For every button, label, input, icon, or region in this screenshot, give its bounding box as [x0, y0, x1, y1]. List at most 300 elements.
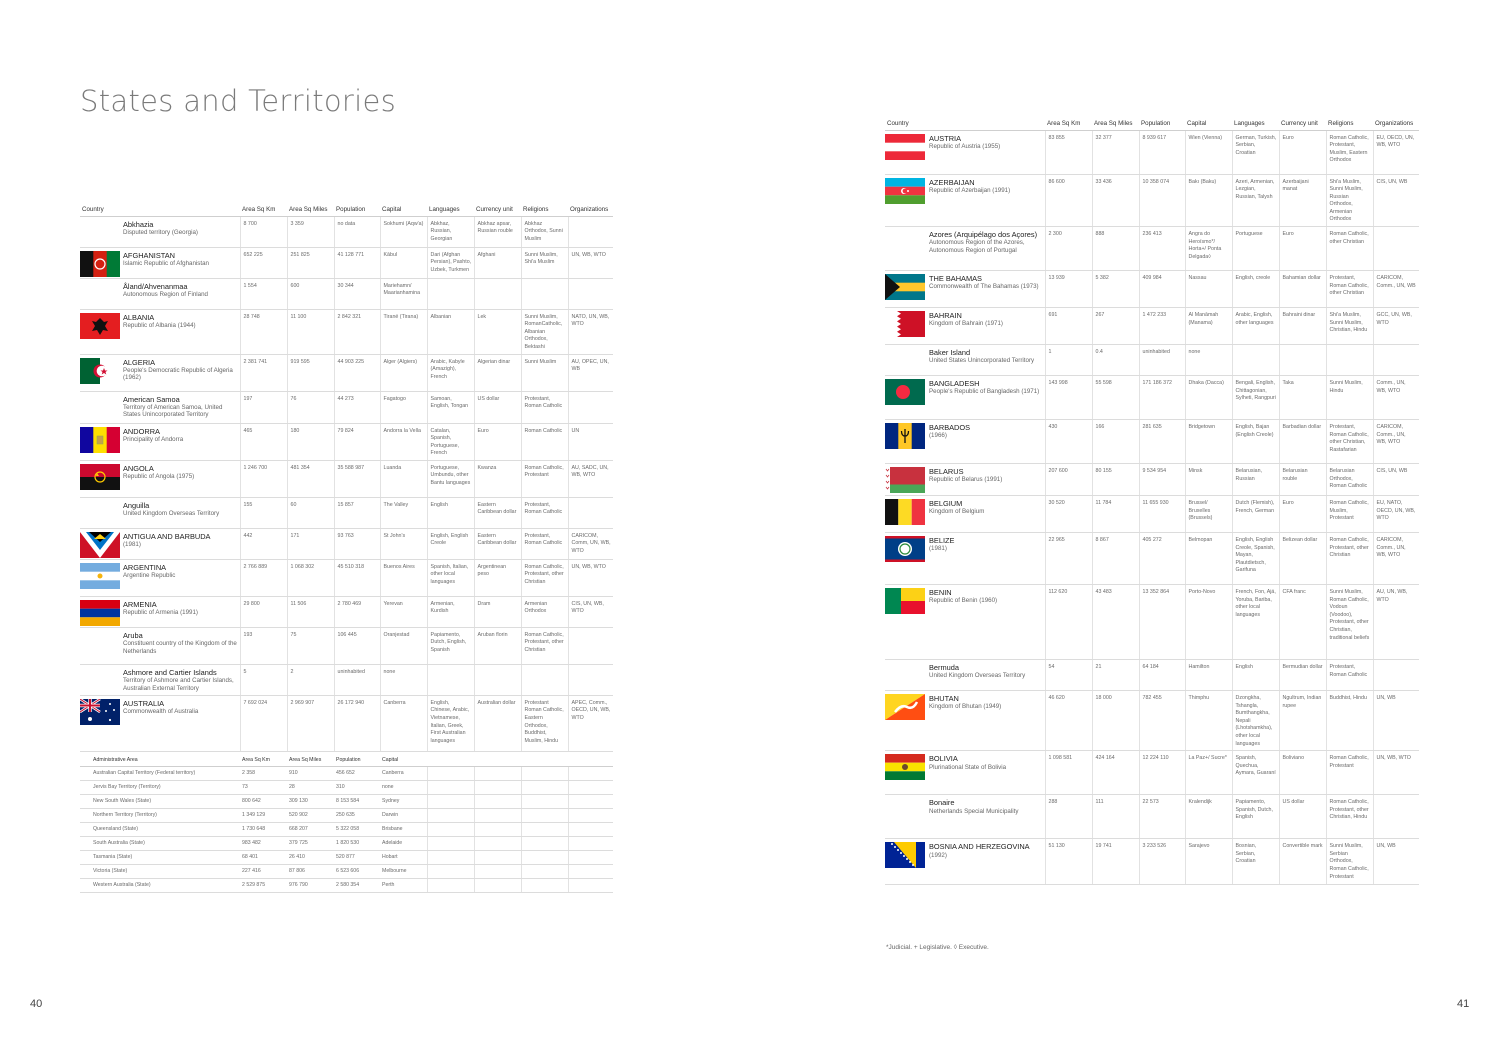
- area-sq-km-cell: 1 349 129: [240, 808, 287, 822]
- left-header-7: Religions: [521, 202, 568, 216]
- left-header-1: Area Sq Km: [240, 202, 287, 216]
- languages-cell: English, English Creole: [427, 528, 474, 559]
- capital-cell: Luanda: [380, 460, 427, 497]
- empty-cell: [521, 766, 568, 780]
- currency-cell: Eastern Caribbean dollar: [474, 497, 521, 528]
- flag-bahamas-icon: [885, 274, 925, 300]
- country-description: Territory of Ashmore and Cartier Islands, Australian External Territory: [123, 677, 234, 692]
- population-cell: 15 857: [334, 497, 380, 528]
- population-cell: 9 534 954: [1139, 464, 1185, 496]
- religions-cell: Shi'a Muslim, Sunni Muslim, Christian, Hindu: [1326, 308, 1373, 345]
- organizations-cell: [568, 278, 613, 309]
- population-cell: uninhabited: [334, 664, 380, 695]
- flag-algeria-icon: [80, 358, 120, 384]
- currency-cell: Bahraini dinar: [1279, 308, 1326, 345]
- empty-cell: [427, 836, 474, 850]
- organizations-cell: GCC, UN, WB, WTO: [1373, 308, 1419, 345]
- population-cell: 405 272: [1139, 533, 1185, 585]
- area-sq-miles-cell: 668 207: [287, 822, 334, 836]
- religions-cell: Abkhaz Orthodox, Sunni Muslim: [521, 216, 568, 247]
- population-cell: 171 186 372: [1139, 376, 1185, 420]
- capital-cell: Al Manāmah (Manama): [1185, 308, 1232, 345]
- flag-argentina-icon: [80, 563, 120, 589]
- flag-antigua-icon: [80, 532, 120, 558]
- country-row: [80, 247, 613, 278]
- empty-cell: [568, 808, 613, 822]
- population-cell: 44 903 225: [334, 354, 380, 391]
- admin-area-cell: New South Wales (State): [80, 794, 240, 808]
- area-sq-km-cell: 86 600: [1045, 174, 1092, 227]
- right-header-8: Organizations: [1373, 116, 1419, 130]
- capital-cell: Alger (Algiers): [380, 354, 427, 391]
- capital-cell: Belmopan: [1185, 533, 1232, 585]
- country-name: THE BAHAMAS: [929, 274, 982, 284]
- capital-cell: Darwin: [380, 808, 427, 822]
- empty-cell: [521, 808, 568, 822]
- currency-cell: US dollar: [474, 391, 521, 423]
- page-number-left: 40: [30, 998, 43, 1010]
- languages-cell: Belarusian, Russian: [1232, 464, 1279, 496]
- flag-belgium-icon: [885, 499, 925, 525]
- organizations-cell: [568, 497, 613, 528]
- capital-cell: Sokhumi (Aqw'a): [380, 216, 427, 247]
- empty-cell: [568, 766, 613, 780]
- religions-cell: Protestant, Roman Catholic, other Christian, Rastafarian: [1326, 420, 1373, 464]
- country-name-cell: [927, 751, 1045, 795]
- country-name: Bonaire: [929, 798, 955, 808]
- flag-cell: [80, 216, 121, 247]
- country-description: (1981): [123, 541, 141, 549]
- flag-cell: [80, 664, 121, 695]
- organizations-cell: UN, WB: [1373, 839, 1419, 885]
- country-description: Republic of Austria (1955): [929, 142, 1001, 150]
- empty-cell: [474, 766, 521, 780]
- empty-cell: [568, 864, 613, 878]
- country-description: Kingdom of Bahrain (1971): [929, 320, 1003, 328]
- population-cell: 13 352 864: [1139, 585, 1185, 660]
- admin-row: [80, 780, 613, 794]
- country-name: BAHRAIN: [929, 311, 962, 321]
- area-sq-miles-cell: 5 382: [1092, 271, 1139, 308]
- flag-cell: [885, 464, 927, 496]
- country-row: [885, 795, 1419, 839]
- empty-cell: [474, 794, 521, 808]
- flag-cell: [80, 528, 121, 559]
- country-name: BELARUS: [929, 467, 964, 477]
- country-description: Autonomous Region of Finland: [123, 290, 208, 298]
- religions-cell: Protestant, Roman Catholic: [1326, 660, 1373, 691]
- languages-cell: English: [427, 497, 474, 528]
- religions-cell: Protestant Roman Catholic, Eastern Orthodox, Buddhist, Muslim, Hindu: [521, 695, 568, 751]
- country-name-cell: [927, 839, 1045, 885]
- country-row: [885, 751, 1419, 795]
- languages-cell: Dutch (Flemish), French, German: [1232, 496, 1279, 533]
- country-name: BHUTAN: [929, 694, 959, 704]
- population-cell: 250 635: [334, 808, 380, 822]
- country-row: [80, 497, 613, 528]
- right-header-3: Population: [1139, 116, 1185, 130]
- currency-cell: Lek: [474, 309, 521, 354]
- admin-area-cell: Australian Capital Territory (Federal territory): [80, 766, 240, 780]
- empty-cell: [568, 836, 613, 850]
- country-name-cell: [121, 423, 240, 460]
- country-name: ARMENIA: [123, 599, 157, 609]
- currency-cell: Euro: [474, 423, 521, 460]
- country-description: (1966): [929, 432, 947, 440]
- religions-cell: Roman Catholic, Protestant, other Christian: [1326, 533, 1373, 585]
- area-sq-miles-cell: 11 506: [287, 596, 334, 627]
- population-cell: 456 652: [334, 766, 380, 780]
- area-sq-km-cell: 2 300: [1045, 227, 1092, 271]
- admin-row: [80, 836, 613, 850]
- currency-cell: Barbadian dollar: [1279, 420, 1326, 464]
- country-row: [80, 664, 613, 695]
- country-row: [80, 528, 613, 559]
- population-cell: 8 939 617: [1139, 130, 1185, 174]
- empty-cell: [568, 850, 613, 864]
- admin-header-1: Area Sq Km: [240, 752, 287, 766]
- flag-angola-icon: [80, 464, 120, 490]
- right-header-1: Area Sq Km: [1045, 116, 1092, 130]
- right-header-5: Languages: [1232, 116, 1279, 130]
- population-cell: 236 413: [1139, 227, 1185, 271]
- currency-cell: Algerian dinar: [474, 354, 521, 391]
- country-name-cell: [927, 174, 1045, 227]
- religions-cell: Roman Catholic, Protestant: [1326, 751, 1373, 795]
- country-name: BARBADOS: [929, 423, 971, 433]
- currency-cell: Eastern Caribbean dollar: [474, 528, 521, 559]
- country-row: [885, 376, 1419, 420]
- religions-cell: Sunni Muslim, RomanCatholic, Albanian Orthodox, Bektashi: [521, 309, 568, 354]
- currency-cell: Abkhaz apsar, Russian rouble: [474, 216, 521, 247]
- area-sq-miles-cell: 171: [287, 528, 334, 559]
- organizations-cell: [1373, 227, 1419, 271]
- area-sq-km-cell: 1 246 700: [240, 460, 287, 497]
- area-sq-km-cell: 28 748: [240, 309, 287, 354]
- left-country-table: [80, 202, 613, 752]
- country-name-cell: [121, 664, 240, 695]
- country-row: [80, 354, 613, 391]
- organizations-cell: CARICOM, Comm., UN, WB: [1373, 271, 1419, 308]
- flag-cell: [885, 585, 927, 660]
- country-description: Republic of Belarus (1991): [929, 476, 1003, 484]
- organizations-cell: [1373, 345, 1419, 376]
- area-sq-miles-cell: 55 598: [1092, 376, 1139, 420]
- capital-cell: Canberra: [380, 766, 427, 780]
- area-sq-miles-cell: 80 155: [1092, 464, 1139, 496]
- religions-cell: Roman Catholic, Protestant, other Christian: [521, 627, 568, 664]
- religions-cell: Sunni Muslim, Shi'a Muslim: [521, 247, 568, 278]
- currency-cell: Ngultrum, Indian rupee: [1279, 691, 1326, 751]
- population-cell: 106 445: [334, 627, 380, 664]
- country-description: Territory of American Samoa, United States Unincorporated Territory: [123, 403, 223, 419]
- capital-cell: Porto-Novo: [1185, 585, 1232, 660]
- languages-cell: [427, 278, 474, 309]
- population-cell: uninhabited: [1139, 345, 1185, 376]
- country-name-cell: [121, 278, 240, 309]
- religions-cell: Roman Catholic, Protestant, other Christian, Hindu: [1326, 795, 1373, 839]
- population-cell: no data: [334, 216, 380, 247]
- area-sq-miles-cell: 28: [287, 780, 334, 794]
- area-sq-km-cell: 5: [240, 664, 287, 695]
- organizations-cell: AU, SADC, UN, WB, WTO: [568, 460, 613, 497]
- religions-cell: Armenian Orthodox: [521, 596, 568, 627]
- capital-cell: La Paz+/ Sucre*: [1185, 751, 1232, 795]
- country-description: Commonwealth of The Bahamas (1973): [929, 283, 1039, 291]
- flag-bahrain-icon: [885, 311, 925, 337]
- population-cell: 22 573: [1139, 795, 1185, 839]
- currency-cell: Argentinean peso: [474, 559, 521, 596]
- currency-cell: [474, 278, 521, 309]
- capital-cell: none: [1185, 345, 1232, 376]
- organizations-cell: [1373, 795, 1419, 839]
- country-row: [80, 309, 613, 354]
- empty-cell: [568, 780, 613, 794]
- languages-cell: English: [1232, 660, 1279, 691]
- area-sq-km-cell: 68 401: [240, 850, 287, 864]
- area-sq-km-cell: 1: [1045, 345, 1092, 376]
- country-description: Republic of Albania (1944): [123, 321, 196, 329]
- admin-area-table: [80, 752, 613, 893]
- page-number-right: 41: [1457, 998, 1470, 1010]
- empty-cell: [427, 780, 474, 794]
- currency-cell: Dram: [474, 596, 521, 627]
- country-row: [885, 130, 1419, 174]
- organizations-cell: [568, 216, 613, 247]
- population-cell: 30 344: [334, 278, 380, 309]
- languages-cell: Albanian: [427, 309, 474, 354]
- area-sq-km-cell: 46 620: [1045, 691, 1092, 751]
- capital-cell: Hobart: [380, 850, 427, 864]
- population-cell: 41 128 771: [334, 247, 380, 278]
- religions-cell: [521, 664, 568, 695]
- currency-cell: [1279, 345, 1326, 376]
- area-sq-km-cell: 13 939: [1045, 271, 1092, 308]
- flag-belarus-icon: [885, 467, 925, 493]
- area-sq-km-cell: 1 730 648: [240, 822, 287, 836]
- country-description: Commonwealth of Australia: [123, 708, 199, 716]
- languages-cell: [427, 664, 474, 695]
- flag-cell: [885, 660, 927, 691]
- languages-cell: Samoan, English, Tongan: [427, 391, 474, 423]
- country-row: [885, 533, 1419, 585]
- country-row: [885, 691, 1419, 751]
- organizations-cell: CIS, UN, WB: [1373, 174, 1419, 227]
- country-name: AFGHANISTAN: [123, 250, 176, 260]
- area-sq-km-cell: 155: [240, 497, 287, 528]
- admin-row: [80, 850, 613, 864]
- empty-cell: [474, 808, 521, 822]
- languages-cell: Dzongkha, Tshangla, Bumthangkha, Nepali (Lhotshamkha), other local languages: [1232, 691, 1279, 751]
- capital-cell: Thimphu: [1185, 691, 1232, 751]
- currency-cell: Convertible mark: [1279, 839, 1326, 885]
- right-header-7: Religions: [1326, 116, 1373, 130]
- capital-cell: Tiranë (Tirana): [380, 309, 427, 354]
- country-name-cell: [927, 660, 1045, 691]
- area-sq-miles-cell: 1 068 302: [287, 559, 334, 596]
- country-row: [80, 627, 613, 664]
- flag-albania-icon: [80, 313, 120, 339]
- organizations-cell: UN, WB, WTO: [568, 559, 613, 596]
- languages-cell: Catalan, Spanish, Portuguese, French: [427, 423, 474, 460]
- languages-cell: Bengali, English, Chittagonian, Sylheti, Rangpuri: [1232, 376, 1279, 420]
- admin-header-3: Population: [334, 752, 380, 766]
- population-cell: 35 588 987: [334, 460, 380, 497]
- currency-cell: Belizean dollar: [1279, 533, 1326, 585]
- country-name: Åland/Ahvenanmaa: [123, 281, 188, 291]
- area-sq-miles-cell: 43 483: [1092, 585, 1139, 660]
- organizations-cell: CARICOM, Comm., UN, WB, WTO: [1373, 420, 1419, 464]
- footnote: *Judicial. + Legislative. ◊ Executive.: [886, 944, 989, 951]
- country-description: Republic of Benin (1960): [929, 597, 998, 605]
- country-name-cell: [927, 585, 1045, 660]
- country-name: AZERBAIJAN: [929, 177, 975, 187]
- languages-cell: Armenian, Kurdish: [427, 596, 474, 627]
- capital-cell: Andorra la Vella: [380, 423, 427, 460]
- population-cell: 45 510 318: [334, 559, 380, 596]
- area-sq-miles-cell: 3 359: [287, 216, 334, 247]
- country-row: [885, 174, 1419, 227]
- country-name-cell: [927, 464, 1045, 496]
- country-description: Principality of Andorra: [123, 435, 184, 443]
- flag-cell: [885, 376, 927, 420]
- organizations-cell: CIS, UN, WB: [1373, 464, 1419, 496]
- area-sq-km-cell: 652 225: [240, 247, 287, 278]
- languages-cell: English, Chinese, Arabic, Vietnamese, Italian, Greek, First Australian languages: [427, 695, 474, 751]
- capital-cell: Melbourne: [380, 864, 427, 878]
- country-row: [885, 839, 1419, 885]
- country-name-cell: [121, 216, 240, 247]
- languages-cell: Bosnian, Serbian, Croatian: [1232, 839, 1279, 885]
- admin-row: [80, 822, 613, 836]
- area-sq-km-cell: 22 965: [1045, 533, 1092, 585]
- currency-cell: Boliviano: [1279, 751, 1326, 795]
- country-description: United Kingdom Overseas Territory: [929, 672, 1026, 680]
- area-sq-miles-cell: 600: [287, 278, 334, 309]
- organizations-cell: EU, OECD, UN, WB, WTO: [1373, 130, 1419, 174]
- right-header-2: Area Sq Miles: [1092, 116, 1139, 130]
- area-sq-miles-cell: 251 825: [287, 247, 334, 278]
- religions-cell: Buddhist, Hindu: [1326, 691, 1373, 751]
- languages-cell: Papiamento, Spanish, Dutch, English: [1232, 795, 1279, 839]
- area-sq-miles-cell: 60: [287, 497, 334, 528]
- empty-cell: [568, 878, 613, 892]
- area-sq-km-cell: 197: [240, 391, 287, 423]
- area-sq-miles-cell: 19 741: [1092, 839, 1139, 885]
- right-country-table: [885, 116, 1419, 885]
- population-cell: 79 824: [334, 423, 380, 460]
- country-name: ALBANIA: [123, 312, 155, 322]
- empty-cell: [568, 794, 613, 808]
- languages-cell: Arabic, English, other languages: [1232, 308, 1279, 345]
- religions-cell: Sunni Muslim, Hindu: [1326, 376, 1373, 420]
- languages-cell: Spanish, Quechua, Aymara, Guaraní: [1232, 751, 1279, 795]
- organizations-cell: AU, OPEC, UN, WB: [568, 354, 613, 391]
- religions-cell: [521, 278, 568, 309]
- organizations-cell: CARICOM, Comm., UN, WB, WTO: [1373, 533, 1419, 585]
- empty-cell: [568, 822, 613, 836]
- area-sq-km-cell: 51 130: [1045, 839, 1092, 885]
- country-name: ARGENTINA: [123, 562, 167, 572]
- country-name: AUSTRALIA: [123, 698, 165, 708]
- country-name-cell: [927, 345, 1045, 376]
- area-sq-miles-cell: 379 725: [287, 836, 334, 850]
- religions-cell: [1326, 345, 1373, 376]
- population-cell: 2 780 469: [334, 596, 380, 627]
- country-name: American Samoa: [123, 394, 180, 404]
- flag-cell: [885, 345, 927, 376]
- capital-cell: Sarajevo: [1185, 839, 1232, 885]
- flag-cell: [80, 460, 121, 497]
- flag-cell: [80, 596, 121, 627]
- languages-cell: English, English Creole, Spanish, Mayan, Plautdietsch, Garifuna: [1232, 533, 1279, 585]
- religions-cell: Belarusian Orthodox, Roman Catholic: [1326, 464, 1373, 496]
- languages-cell: Papiamento, Dutch, English, Spanish: [427, 627, 474, 664]
- area-sq-km-cell: 54: [1045, 660, 1092, 691]
- empty-cell: [474, 836, 521, 850]
- flag-cell: [80, 497, 121, 528]
- population-cell: 1 472 233: [1139, 308, 1185, 345]
- country-row: [80, 423, 613, 460]
- flag-cell: [80, 278, 121, 309]
- organizations-cell: Comm., UN, WB, WTO: [1373, 376, 1419, 420]
- flag-cell: [80, 354, 121, 391]
- area-sq-km-cell: 193: [240, 627, 287, 664]
- flag-australia-icon: [80, 699, 120, 725]
- flag-cell: [885, 533, 927, 585]
- population-cell: 44 273: [334, 391, 380, 423]
- area-sq-miles-cell: 481 354: [287, 460, 334, 497]
- capital-cell: St John's: [380, 528, 427, 559]
- right-header-6: Currency unit: [1279, 116, 1326, 130]
- country-name-cell: [121, 391, 240, 423]
- organizations-cell: UN: [568, 423, 613, 460]
- flag-cell: [885, 839, 927, 885]
- empty-cell: [427, 864, 474, 878]
- religions-cell: Roman Catholic, other Christian: [1326, 227, 1373, 271]
- empty-cell: [427, 766, 474, 780]
- population-cell: 26 172 940: [334, 695, 380, 751]
- area-sq-km-cell: 800 642: [240, 794, 287, 808]
- population-cell: 782 455: [1139, 691, 1185, 751]
- religions-cell: Roman Catholic, Protestant: [521, 460, 568, 497]
- capital-cell: Dhaka (Dacca): [1185, 376, 1232, 420]
- empty-cell: [521, 836, 568, 850]
- country-description: United States Unincorporated Territory: [929, 357, 1035, 365]
- capital-cell: Angra do Heroísmo*/ Horta+/ Ponta Delgada◊: [1185, 227, 1232, 271]
- empty-cell: [521, 864, 568, 878]
- religions-cell: Roman Catholic, Protestant, Muslim, Eastern Orthodox: [1326, 130, 1373, 174]
- country-row: [885, 271, 1419, 308]
- currency-cell: Belarusian rouble: [1279, 464, 1326, 496]
- country-row: [885, 464, 1419, 496]
- flag-austria-icon: [885, 134, 925, 160]
- population-cell: 10 358 074: [1139, 174, 1185, 227]
- country-description: Netherlands Special Municipality: [929, 807, 1019, 815]
- admin-row: [80, 766, 613, 780]
- organizations-cell: UN, WB, WTO: [568, 247, 613, 278]
- country-name-cell: [121, 247, 240, 278]
- capital-cell: Canberra: [380, 695, 427, 751]
- currency-cell: US dollar: [1279, 795, 1326, 839]
- country-row: [80, 596, 613, 627]
- area-sq-km-cell: 430: [1045, 420, 1092, 464]
- country-description: Argentine Republic: [123, 572, 176, 580]
- area-sq-miles-cell: 267: [1092, 308, 1139, 345]
- empty-cell: [521, 878, 568, 892]
- flag-benin-icon: [885, 588, 925, 614]
- area-sq-km-cell: 7 692 024: [240, 695, 287, 751]
